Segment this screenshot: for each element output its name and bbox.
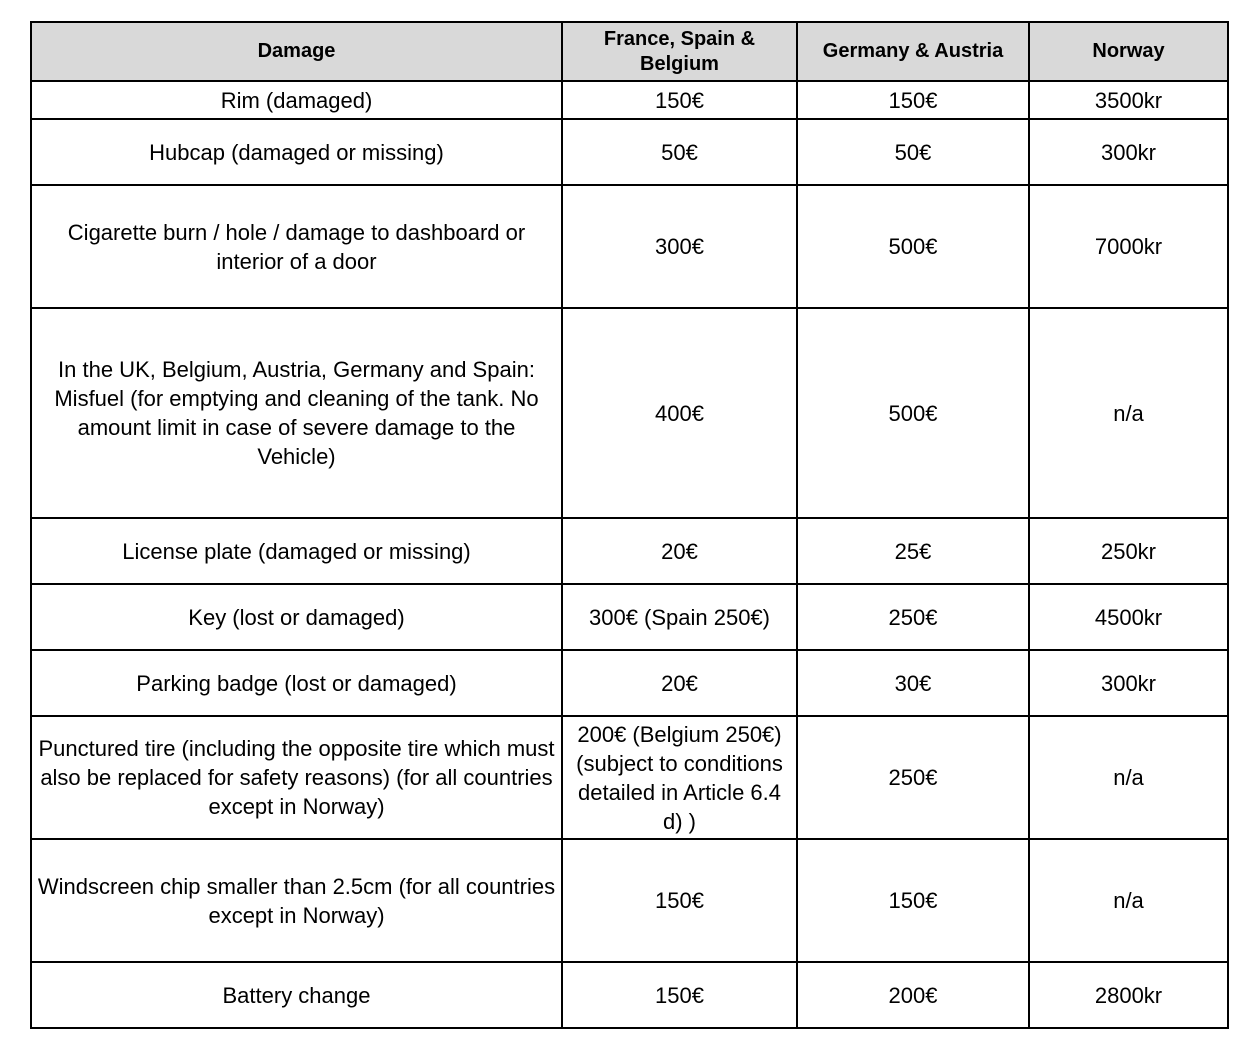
germany-austria-cell: 50€ — [797, 119, 1029, 185]
table-row — [31, 185, 1228, 308]
table-row — [31, 716, 1228, 839]
france-spain-belgium-cell: 400€ — [562, 308, 797, 518]
norway-cell: 250kr — [1029, 518, 1228, 584]
germany-austria-cell: 150€ — [797, 839, 1029, 962]
header-row — [31, 22, 1228, 81]
column-header-norway: Norway — [1029, 22, 1228, 81]
table-row — [31, 518, 1228, 584]
table-row — [31, 81, 1228, 119]
column-header-germany-austria: Germany & Austria — [797, 22, 1029, 81]
germany-austria-cell: 30€ — [797, 650, 1029, 716]
damage-cell: Battery change — [31, 962, 562, 1028]
germany-austria-cell: 25€ — [797, 518, 1029, 584]
france-spain-belgium-cell: 200€ (Belgium 250€) (subject to conditions detailed in Article 6.4 d) ) — [562, 716, 797, 839]
france-spain-belgium-cell: 300€ — [562, 185, 797, 308]
table-row — [31, 308, 1228, 518]
damage-cell: Punctured tire (including the opposite tire which must also be replaced for safety reasons) (for all countries except in Norway) — [31, 716, 562, 839]
table-row — [31, 839, 1228, 962]
france-spain-belgium-cell: 150€ — [562, 839, 797, 962]
damage-cell: Windscreen chip smaller than 2.5cm (for all countries except in Norway) — [31, 839, 562, 962]
germany-austria-cell: 500€ — [797, 185, 1029, 308]
norway-cell: n/a — [1029, 839, 1228, 962]
norway-cell: n/a — [1029, 308, 1228, 518]
norway-cell: 4500kr — [1029, 584, 1228, 650]
damage-cell: Key (lost or damaged) — [31, 584, 562, 650]
germany-austria-cell: 150€ — [797, 81, 1029, 119]
table-row — [31, 650, 1228, 716]
france-spain-belgium-cell: 150€ — [562, 81, 797, 119]
damage-cell: License plate (damaged or missing) — [31, 518, 562, 584]
france-spain-belgium-cell: 20€ — [562, 650, 797, 716]
germany-austria-cell: 200€ — [797, 962, 1029, 1028]
table-row — [31, 119, 1228, 185]
france-spain-belgium-cell: 20€ — [562, 518, 797, 584]
france-spain-belgium-cell: 150€ — [562, 962, 797, 1028]
norway-cell: 3500kr — [1029, 81, 1228, 119]
france-spain-belgium-cell: 300€ (Spain 250€) — [562, 584, 797, 650]
norway-cell: 7000kr — [1029, 185, 1228, 308]
damage-cell: Rim (damaged) — [31, 81, 562, 119]
germany-austria-cell: 250€ — [797, 716, 1029, 839]
damage-cell: Parking badge (lost or damaged) — [31, 650, 562, 716]
germany-austria-cell: 500€ — [797, 308, 1029, 518]
france-spain-belgium-cell: 50€ — [562, 119, 797, 185]
norway-cell: 300kr — [1029, 119, 1228, 185]
norway-cell: n/a — [1029, 716, 1228, 839]
column-header-damage: Damage — [31, 22, 562, 81]
table-row — [31, 962, 1228, 1028]
germany-austria-cell: 250€ — [797, 584, 1029, 650]
column-header-france-spain-belgium: France, Spain & Belgium — [562, 22, 797, 81]
table-row — [31, 584, 1228, 650]
damage-fee-table — [30, 21, 1229, 1029]
damage-cell: In the UK, Belgium, Austria, Germany and Spain: Misfuel (for emptying and cleaning of the tank. No amount limit in case of severe damage to the Vehicle) — [31, 308, 562, 518]
norway-cell: 2800kr — [1029, 962, 1228, 1028]
norway-cell: 300kr — [1029, 650, 1228, 716]
damage-cell: Cigarette burn / hole / damage to dashboard or interior of a door — [31, 185, 562, 308]
damage-cell: Hubcap (damaged or missing) — [31, 119, 562, 185]
